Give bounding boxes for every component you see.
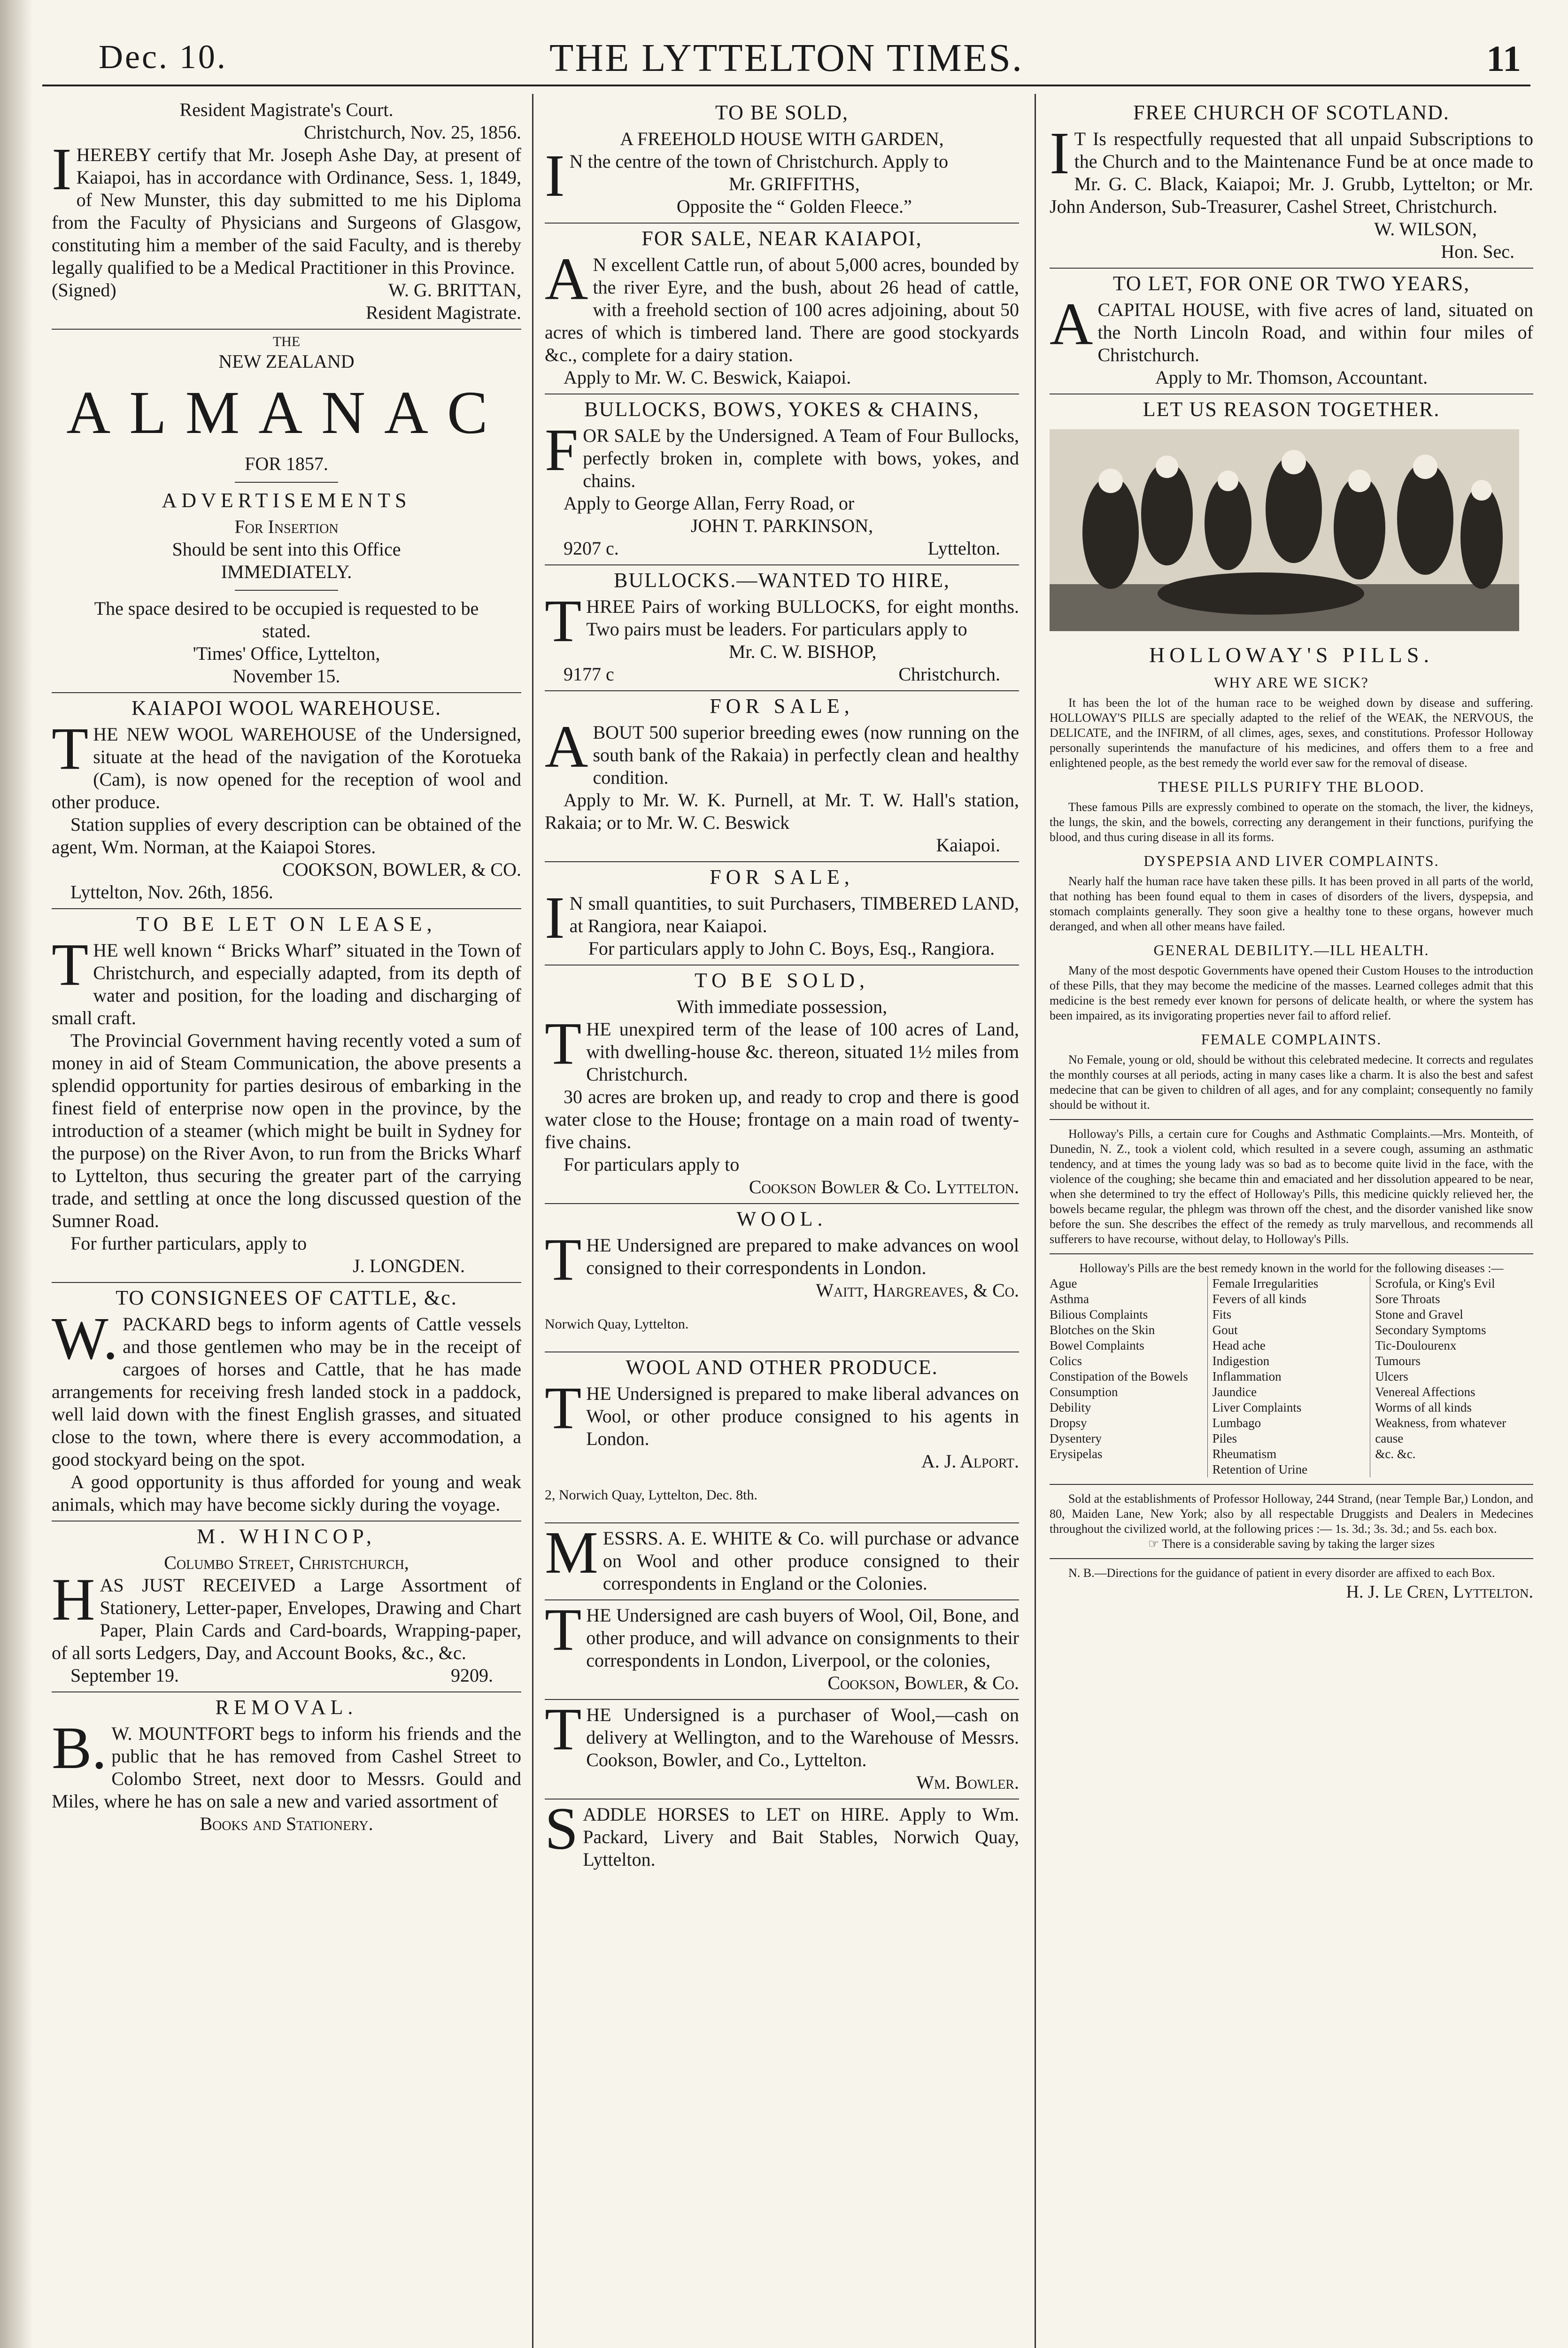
ad-lease xyxy=(52,913,521,1283)
ad-number: 9207 c. xyxy=(564,538,619,559)
ad-heading: TO CONSIGNEES OF CATTLE, &c. xyxy=(116,1286,457,1309)
ad-heading: FOR SALE, xyxy=(710,695,854,718)
ad-body: 30 acres are broken up, and ready to crop and there is good water close to the House; frontage on a main road of twenty-five chains. xyxy=(545,1086,1019,1152)
ad-free-church xyxy=(1050,101,1533,269)
ad-bullocks-sale xyxy=(545,398,1019,565)
ad-body: ESSRS. A. E. WHITE & Co. will purchase or advance on Wool and other produce consigned to their correspondents in England or the Colonies. xyxy=(602,1528,1019,1594)
sent-line: Should be sent into this Office xyxy=(172,539,401,560)
ad-heading: FREE CHURCH OF SCOTLAND. xyxy=(1133,101,1450,124)
ad-body: N the centre of the town of Christchurch. Apply to xyxy=(569,151,949,172)
ad-freehold-house xyxy=(545,101,1019,224)
ad-footer: Books and Stationery. xyxy=(200,1813,373,1834)
product-title: HOLLOWAY'S PILLS. xyxy=(1149,643,1434,667)
signatory: Waitt, Hargreaves, & Co. xyxy=(816,1280,1019,1301)
signatory: A. J. Alport. xyxy=(921,1451,1019,1472)
ad-place: Lyttelton. xyxy=(927,538,1000,559)
saving-note: ☞ There is a considerable saving by taking the larger sizes xyxy=(1148,1537,1435,1551)
drop-cap: T xyxy=(52,715,89,782)
almanac-nz: NEW ZEALAND xyxy=(218,351,355,372)
ad-heading: FOR SALE, NEAR KAIAPOI, xyxy=(641,227,922,250)
ad-cattle-run xyxy=(545,227,1019,394)
signatory: J. LONGDEN. xyxy=(353,1255,465,1276)
section-heading: FEMALE COMPLAINTS. xyxy=(1201,1031,1382,1048)
ad-body: Many of the most despotic Governments have opened their Custom Houses to the introduction of these Pills, that they may become the medicine of the masses. Learned colleges admit that this medicine is the best remedy ever known for persons of delicate health, or where the system has been impaired, as its invigorating properties never fail to afford relief. xyxy=(1050,964,1533,1022)
issue-date: Dec. 10. xyxy=(99,38,227,76)
ad-number: 9177 c xyxy=(564,664,614,685)
pointing-hand-icon: ☞ xyxy=(1148,1537,1162,1551)
ad-body: AS JUST RECEIVED a Large Assortment of Stationery, Letter-paper, Envelopes, Drawing and Chart Paper, Plain Cards and Card-boards, Wrapping-paper, of all sorts Ledgers, Day, and Account Books, &c., &c. xyxy=(52,1575,521,1663)
ad-contact: JOHN T. PARKINSON, xyxy=(690,515,873,536)
column-2 xyxy=(545,99,1019,2348)
ad-body: Station supplies of every description can be obtained of the agent, Wm. Norman, at the Kaiapoi Stores. xyxy=(52,814,521,857)
disease-table xyxy=(1050,1276,1533,1477)
ad-cattle xyxy=(52,1287,521,1522)
ad-body: No Female, young or old, should be without this celebrated medecine. It corrects and regulates the monthly courses at all periods, acting in many cases like a charm. It is also the best and safest medecine that can be given to children of all ages, and for any complaint; consequently no family should be without it. xyxy=(1050,1053,1533,1112)
ad-body: For further particulars, apply to xyxy=(70,1233,307,1254)
ad-heading: Resident Magistrate's Court. xyxy=(179,99,394,120)
space-note: The space desired to be occupied is requested to be stated. xyxy=(94,598,479,641)
ad-number: 9209. xyxy=(451,1665,493,1686)
divider xyxy=(1050,1558,1533,1559)
ad-heading: REMOVAL. xyxy=(215,1696,358,1719)
drop-cap: T xyxy=(545,587,582,654)
advertisements-heading: ADVERTISEMENTS xyxy=(162,489,411,512)
ad-ewes xyxy=(545,695,1019,862)
ad-address: Opposite the “ Golden Fleece.” xyxy=(676,196,912,217)
divider xyxy=(1050,1119,1533,1120)
section-heading: THESE PILLS PURIFY THE BLOOD. xyxy=(1158,778,1425,795)
signatory: W. G. BRITTAN, xyxy=(388,279,521,301)
column-rule xyxy=(532,94,533,2348)
masthead xyxy=(42,33,1530,86)
ad-apply: Apply to George Allan, Ferry Road, or xyxy=(564,493,855,514)
ad-subheading: A FREEHOLD HOUSE WITH GARDEN, xyxy=(620,128,944,149)
ad-heading: TO BE SOLD, xyxy=(695,969,869,992)
ad-date: September 19. xyxy=(70,1665,179,1686)
ad-body: N excellent Cattle run, of about 5,000 acres, bounded by the river Eyre, and the bush, about 26 head of cattle, with a freehold section of 100 acres adjoining, about 50 acres of which is timbered land. There are good stockyards &c., complete for a dairy station. xyxy=(545,254,1019,365)
ad-place: Kaiapoi. xyxy=(936,834,1000,856)
drop-cap: A xyxy=(545,713,588,780)
ad-body: OR SALE by the Undersigned. A Team of Four Bullocks, perfectly broken in, complete with bows, yokes, and chains. xyxy=(583,425,1019,491)
ad-heading: FOR SALE, xyxy=(710,865,854,888)
ad-body: For particulars apply to John C. Boys, Esq., Rangiora. xyxy=(588,938,995,959)
for-insertion: For Insertion xyxy=(234,516,339,537)
sold-at: Sold at the establishments of Professor Holloway, 244 Strand, (near Temple Bar,) London, and 80, Maiden Lane, New York; also by all respectable Druggists and Dealers in Medecines throughout the civilized world, at the following prices :— 1s. 3d.; 3s. 3d.; and 5s. each box. xyxy=(1050,1492,1533,1536)
ad-heading: TO BE SOLD, xyxy=(715,101,849,124)
ad-apply: Apply to Mr. Thomson, Accountant. xyxy=(1155,367,1428,388)
ad-address: Norwich Quay, Lyttelton. xyxy=(545,1316,689,1332)
ad-body: HE Undersigned are prepared to make advances on wool consigned to their correspondents in London. xyxy=(586,1235,1019,1278)
office-line: 'Times' Office, Lyttelton, xyxy=(193,643,380,664)
ad-heading: LET US REASON TOGETHER. xyxy=(1143,398,1440,421)
ad-body: HE Undersigned are cash buyers of Wool, Oil, Bone, and other produce, and will advance on consignments to their correspondents in London, Liverpool, or the colonies, xyxy=(586,1605,1019,1671)
ad-wool-advances xyxy=(545,1208,1019,1352)
column-3 xyxy=(1050,99,1533,2348)
ad-date: Lyttelton, Nov. 26th, 1856. xyxy=(70,881,273,903)
ad-wool-produce xyxy=(545,1356,1019,1523)
drop-cap: T xyxy=(545,1696,582,1762)
column-1 xyxy=(52,99,521,2348)
ad-body: HE Undersigned is a purchaser of Wool,—cash on delivery at Wellington, and to the Warehouse of Messrs. Cookson, Bowler, and Co., Lyttelton. xyxy=(586,1704,1019,1770)
ad-apply: Apply to Mr. W. C. Beswick, Kaiapoi. xyxy=(564,367,851,388)
ad-body: ADDLE HORSES to LET on HIRE. Apply to Wm. Packard, Livery and Bait Stables, Norwich Quay, Lyttelton. xyxy=(583,1804,1019,1870)
drop-cap: T xyxy=(545,1375,582,1441)
drop-cap: A xyxy=(545,246,588,312)
ad-body: HE NEW WOOL WAREHOUSE of the Undersigned, situate at the head of the navigation of the Korotueka (Cam), is now opened for the reception of wool and other produce. xyxy=(52,724,521,812)
signatory-role: Hon. Sec. xyxy=(1441,241,1514,262)
immediately: IMMEDIATELY. xyxy=(221,561,352,582)
ad-wool-purchaser xyxy=(545,1696,1019,1800)
signatory: W. WILSON, xyxy=(1374,218,1477,239)
ad-timbered-land xyxy=(545,866,1019,965)
drop-cap: T xyxy=(545,1226,582,1293)
signatory: Cookson Bowler & Co. Lyttelton. xyxy=(749,1176,1019,1197)
ad-body: HE unexpired term of the lease of 100 acres of Land, with dwelling-house &c. thereon, situated 1½ miles from Christchurch. xyxy=(586,1019,1019,1085)
directions-note: N. B.—Directions for the guidance of patient in every disorder are affixed to each Box. xyxy=(1068,1566,1495,1580)
almanac-year: FOR 1857. xyxy=(245,453,328,474)
ad-removal xyxy=(52,1696,521,1840)
drop-cap: S xyxy=(545,1795,579,1862)
ad-heading: WOOL. xyxy=(736,1207,827,1230)
drop-cap: B. xyxy=(52,1715,107,1781)
drop-cap: W. xyxy=(52,1305,118,1372)
drop-cap: I xyxy=(52,136,72,202)
section-heading: DYSPEPSIA AND LIVER COMPLAINTS. xyxy=(1143,852,1439,869)
drop-cap: T xyxy=(52,931,89,998)
ad-body: It has been the lot of the human race to be weighed down by disease and suffering. HOLLOWAY'S PILLS are specially adapted to the relief of the WEAK, the NERVOUS, the DELICATE, and the INFIRM, of all climes, ages, sexes, and constitutions. Professor Holloway personally superintends the manufacture of his medicines, and offers them to a free and enlightened people, as the best remedy the world ever saw for the removal of disease. xyxy=(1050,696,1533,770)
drop-cap: A xyxy=(1050,291,1093,357)
ad-almanac xyxy=(52,333,521,693)
disease-column: Ague Asthma Bilious Complaints Blotches on the Skin Bowel Complaints Colics Constipation of the Bowels Consumption Debility Dropsy Dysentery Erysipelas xyxy=(1050,1276,1208,1477)
page-number: 11 xyxy=(1486,38,1521,79)
ad-body: T Is respectfully requested that all unpaid Subscriptions to the Church and to the Maintenance Fund be at once made to Mr. G. C. Black, Kaiapoi; Mr. J. Grubb, Lyttelton; or Mr. John Anderson, Sub-Treasurer, Cashel Street, Christchurch. xyxy=(1050,128,1533,217)
section-heading: WHY ARE WE SICK? xyxy=(1214,674,1369,691)
office-date: November 15. xyxy=(232,665,340,687)
divider xyxy=(235,482,338,483)
drop-cap: M xyxy=(545,1519,598,1586)
ad-body: For particulars apply to xyxy=(564,1154,740,1175)
ad-body: Nearly half the human race have taken these pills. It has been proved in all parts of the world, that nothing has been found equal to them in cases of disorders of the livers, dyspepsia, and stomach complaints generally. They soon give a healthy tone to these organs, however much deranged, and when all other means have failed. xyxy=(1050,874,1533,933)
ad-white-co xyxy=(545,1519,1019,1600)
drop-cap: T xyxy=(545,1596,582,1663)
ad-heading: BULLOCKS.—WANTED TO HIRE, xyxy=(614,569,950,592)
ad-heading: BULLOCKS, BOWS, YOKES & CHAINS, xyxy=(584,398,980,421)
ad-heading: TO BE LET ON LEASE, xyxy=(136,912,437,935)
drop-cap: I xyxy=(545,884,565,951)
signatory: Wm. Bowler. xyxy=(916,1772,1019,1793)
page-binding-edge xyxy=(0,0,33,2348)
ad-body: HE Undersigned is prepared to make liberal advances on Wool, or other produce consigned to his agents in London. xyxy=(586,1383,1019,1449)
signed-label: (Signed) xyxy=(52,279,116,301)
disease-intro: Holloway's Pills are the best remedy known in the world for the following diseases :— xyxy=(1079,1261,1504,1275)
ad-body: These famous Pills are expressly combined to operate on the stomach, the liver, the kidneys, the lungs, the skin, and the bowels, correcting any derangement in their functions, purifying the blood, and thus curing disease in all its forms. xyxy=(1050,800,1533,844)
ad-body: HE well known “ Bricks Wharf” situated in the Town of Christchurch, and especially adapted, from its depth of water and position, for the loading and discharging of small craft. xyxy=(52,940,521,1028)
ad-contact: Mr. C. W. BISHOP, xyxy=(728,641,877,662)
section-heading: GENERAL DEBILITY.—ILL HEALTH. xyxy=(1153,942,1429,958)
ad-body: W. MOUNTFORT begs to inform his friends and the public that he has removed from Cashel Street to Colombo Street, next door to Messrs. Gould and Miles, where he has on sale a new and varied assortment of xyxy=(52,1723,521,1812)
signatory: Cookson, Bowler, & Co. xyxy=(827,1672,1019,1693)
ad-heading: M. WHINCOP, xyxy=(197,1525,376,1548)
ad-place: Christchurch. xyxy=(898,664,1000,685)
ad-body: PACKARD begs to inform agents of Cattle vessels and those gentlemen who may be in the receipt of cargoes of horses and Cattle, that he has made arrangements for receiving fresh landed stock in a paddock, well laid down with the finest English grasses, and situated close to the town, where there is every accommodation, a good stockyard being on the spot. xyxy=(52,1313,521,1470)
column-rule xyxy=(1035,94,1036,2348)
almanac-the: THE xyxy=(272,334,301,349)
ad-house-to-let xyxy=(1050,272,1533,394)
ad-address: Columbo Street, Christchurch, xyxy=(164,1552,409,1573)
ad-body: CAPITAL HOUSE, with five acres of land, situated on the North Lincoln Road, and within four miles of Christchurch. xyxy=(1097,299,1533,365)
ad-body: HREE Pairs of working BULLOCKS, for eight months. Two pairs must be leaders. For particulars apply to xyxy=(586,596,1019,640)
drop-cap: F xyxy=(545,417,579,483)
ad-heading: TO LET, FOR ONE OR TWO YEARS, xyxy=(1112,272,1470,295)
ad-whincop xyxy=(52,1525,521,1692)
signatory-role: Resident Magistrate. xyxy=(365,302,521,323)
ad-subheading: With immediate possession, xyxy=(676,996,888,1017)
ad-heading: KAIAPOI WOOL WAREHOUSE. xyxy=(131,696,441,719)
ad-bullocks-hire xyxy=(545,569,1019,691)
disease-column: Female Irregularities Fevers of all kinds Fits Gout Head ache Indigestion Inflammation Jaundice Liver Complaints Lumbago Piles Rheumatism Retention of Urine xyxy=(1213,1276,1371,1477)
drop-cap: H xyxy=(52,1566,95,1633)
ad-body: N small quantities, to suit Purchasers, TIMBERED LAND, at Rangiora, near Kaiapoi. xyxy=(569,893,1019,936)
engraving-illustration xyxy=(1050,429,1519,631)
testimonial: Holloway's Pills, a certain cure for Coughs and Asthmatic Complaints.—Mrs. Monteith, of Dunedin, N. Z., took a violent cold, which resulted in a severe cough, assuming an asthmatic tendency, and at times the young lady was so bad as to become quite livid in the face, with the violence of the coughing; she became thin and emaciated and her dissolution appeared to be near, when she determined to try the effect of Holloway's Pills, this medicine quickly relieved her, the bowels became regular, the phlegm was thrown off the chest, and the disorder vanished like snow before the sun. She describes the effect of the remedy as truly marvellous, and recommends all sufferers to have recourse, without delay, to Holloway's Pills. xyxy=(1050,1127,1533,1246)
drop-cap: T xyxy=(545,1010,582,1077)
drop-cap: I xyxy=(545,142,565,209)
divider xyxy=(1050,1484,1533,1485)
divider xyxy=(1050,1253,1533,1254)
ad-apply: Apply to Mr. W. K. Purnell, at Mr. T. W. Hall's station, Rakaia; or to Mr. W. C. Beswick xyxy=(545,789,1019,833)
ad-wool-warehouse xyxy=(52,697,521,909)
ad-place-date: Christchurch, Nov. 25, 1856. xyxy=(304,122,521,143)
ad-cash-buyers xyxy=(545,1596,1019,1700)
ad-body: BOUT 500 superior breeding ewes (now running on the south bank of the Rakaia) in perfectly clean and healthy condition. xyxy=(593,722,1019,788)
ad-heading: WOOL AND OTHER PRODUCE. xyxy=(626,1356,938,1379)
agent-signature: H. J. Le Cren, Lyttelton. xyxy=(1346,1582,1533,1602)
signatory: COOKSON, BOWLER, & CO. xyxy=(282,859,521,880)
ad-court-notice xyxy=(52,99,521,330)
disease-column: Scrofula, or King's Evil Sore Throats Stone and Gravel Secondary Symptoms Tic-Doulourenx Tumours Ulcers Venereal Affections Worms of all kinds Weakness, from whatever cause &c. &c. xyxy=(1375,1276,1506,1461)
newspaper-title: THE LYTTELTON TIMES. xyxy=(549,36,1023,80)
drop-cap: I xyxy=(1050,120,1070,186)
ad-body: The Provincial Government having recently voted a sum of money in aid of Steam Communication, the above presents a splendid opportunity for parties desirous of embarking in the finest field of enterprise now open in the province, by the introduction of a steamer (which might be built in Sydney for the purpose) on the River Avon, to run from the Bricks Wharf to Lyttelton, thus securing the greater part of the carrying trade, and settling at once the long discussed question of the Sumner Road. xyxy=(52,1030,521,1231)
ad-body: HEREBY certify that Mr. Joseph Ashe Day, at present of Kaiapoi, has in accordance with Ordinance, Sess. 1, 1849, of New Munster, this day submitted to me his Diploma from the Faculty of Physicians and Surgeons of Glasgow, constituting him a member of the said Faculty, and is thereby legally qualified to be a Medical Practitioner in this Province. xyxy=(52,144,521,278)
ad-contact: Mr. GRIFFITHS, xyxy=(728,173,860,194)
divider xyxy=(235,590,338,591)
ad-saddle-horses xyxy=(545,1795,1019,1876)
almanac-title: ALMANAC xyxy=(66,379,507,447)
ad-lease-sale xyxy=(545,969,1019,1204)
ad-holloway-pills xyxy=(1050,398,1533,1608)
ad-body: A good opportunity is thus afforded for young and weak animals, which may have become sickly during the voyage. xyxy=(52,1471,521,1515)
ad-address: 2, Norwich Quay, Lyttelton, Dec. 8th. xyxy=(545,1487,757,1503)
